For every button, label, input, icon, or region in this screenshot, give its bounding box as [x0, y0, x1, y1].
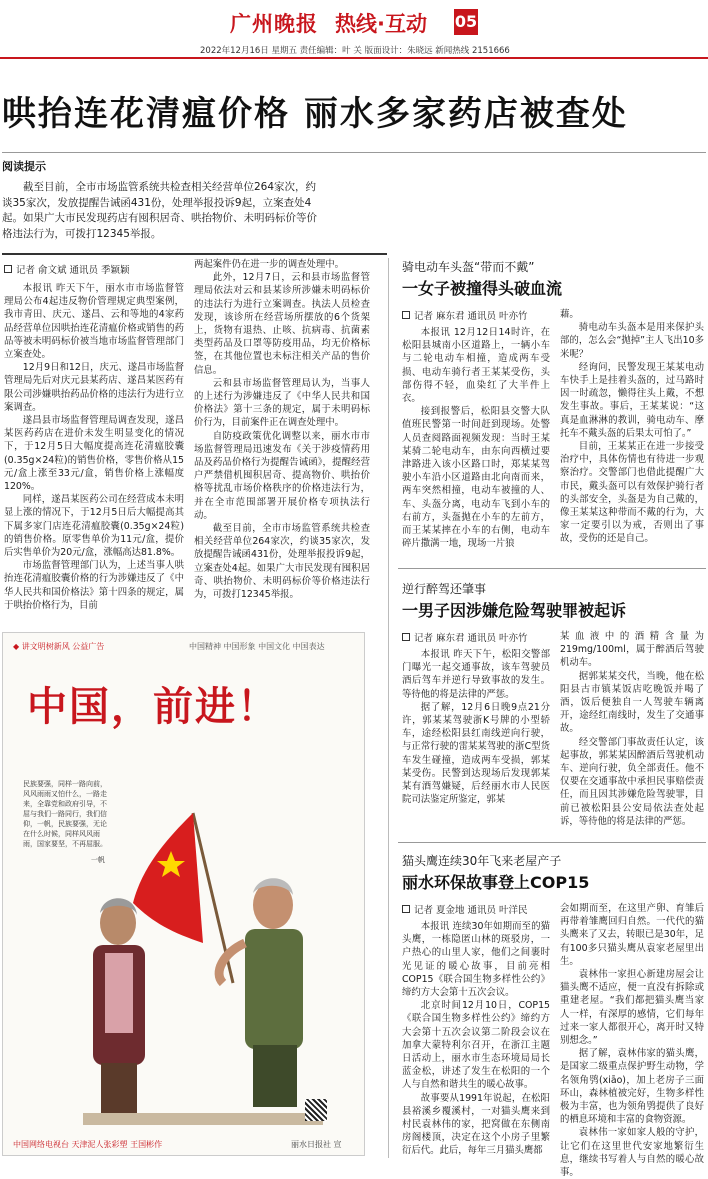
paragraph: 本报讯 昨天下午，丽水市市场监督管理局公布4起违反物价管理规定典型案例，我市青田、庆元、遂昌、云和等地的4家药品经营单位因哄抬连花清瘟价格或销售的药品等被未明码标价被当地市场监督管理部门立案查处。 [4, 283, 184, 361]
section-rule [398, 568, 706, 569]
paragraph: 北京时间12月10日，COP15《联合国生物多样性公约》缔约方大会第十五次会议第二阶段会议在加拿大蒙特利尔召开，在浙江主题日活动上，丽水市生态环境局局长蓝金松，讲述了发生在松阳的一个人与自然和谐共生的暖心故事。 [402, 1000, 550, 1091]
headline-rule [2, 152, 706, 153]
page-number: 05 [454, 9, 478, 35]
public-service-ad [2, 632, 365, 1156]
art1-column-1 [4, 282, 184, 622]
lead-summary: 截至目前，全市市场监管系统共检查相关经营单位264家次，约谈35家次，发放提醒告诫函431份，处理举报投诉9起，立案查处4起。如果广大市民发现药店有囤积居奇、哄抬物价、未明码标价等价格违法行为，可拨打12345举报。 [2, 181, 317, 240]
section-title: 热线·互动 [335, 12, 427, 36]
art2-column-1 [402, 326, 550, 562]
square-icon [4, 265, 12, 273]
paragraph: 本报讯 昨天下午，松阳交警部门曝光一起交通事故，该车驾驶员酒后驾车并逆行导致事故的发生。等待他的将是法律的严惩。 [402, 649, 550, 700]
art4-byline: 记者 夏金地 通讯员 叶洋民 [402, 902, 528, 916]
paragraph: 据了解，12月6日晚9点21分许，郭某某驾驶浙K号牌的小型轿车，途经松阳县红南线逆向行驶，与正常行驶的雷某某驾驶的浙C型货车发生碰撞，造成两车受损，郭某某受伤。民警到达现场后发现郭某某有酒驾嫌疑，后经丽水市人民医院司法鉴定所鉴定，郭某 [402, 701, 550, 806]
masthead-divider [0, 57, 708, 59]
column-divider [388, 258, 389, 1158]
paragraph: 同样，遂昌某医药公司在经营成本未明显上涨的情况下，于12月5日后大幅提高其下属多家门店连花清瘟胶囊(0.35g×24粒)的销售价格。原零售单价为11元/盒，提价后实售单价为20元/盒，涨幅高达81.8%。 [4, 494, 184, 559]
paragraph: 市场监督管理部门认为，上述当事人哄抬连花清瘟胶囊价格的行为涉嫌违反了《中华人民共和国价格法》第十四条的规定，属于哄抬价格行为，目前 [4, 560, 184, 611]
paragraph: 云和县市场监督管理局认为，当事人的上述行为涉嫌违反了《中华人民共和国价格法》第十三条的规定，属于未明码标价行为，目前案件正在调查处理中。 [194, 377, 370, 429]
qr-code [305, 1099, 327, 1121]
art2-byline: 记者 麻东君 通讯员 叶亦竹 [402, 308, 528, 322]
square-icon [402, 633, 410, 641]
paragraph: 两起案件仍在进一步的调查处理中。 [194, 259, 345, 270]
newspaper-brand: 广州晚报 [230, 11, 318, 36]
paragraph: 本报讯 连续30年如期而至的猫头鹰，一栋隐匿山林的斑驳房，一户热心的山里人家，他们之间裹时光见证的暖心故事，目前亮相COP15《联合国生物多样性公约》缔约方大会第十五次会议。 [402, 921, 550, 999]
art4-column-2 [560, 902, 704, 1179]
paragraph: 此外，12月7日，云和县市场监督管理局依法对云和县某诊所涉嫌未明码标价的违法行为进行立案调查。执法人员检查发现，该诊所在经营场所摆放的6个货架上，货物有退热、止咳、抗病毒、抗菌素类型药品及口罩等防疫用品，均无价格标签，在其他位置也未标注相关产品的售价信息。 [194, 272, 370, 376]
paragraph: 12月9日和12日，庆元、遂昌市场监督管理局先后对庆元县某药店、遂昌某医药有限公司涉嫌哄抬药品价格的违法行为进行立案调查。 [4, 362, 184, 413]
paragraph: 据了解，袁林伟家的猫头鹰，是国家二级重点保护野生动物，学名领角鸮(xiāo)，加上老房子三面环山，森林植被完好，生物多样性极为丰富，也为领角鸮提供了良好的栖息环境和丰富的食物资源。 [560, 1048, 704, 1126]
lead-rule [2, 253, 387, 255]
art3-column-1 [402, 648, 550, 838]
art1-column-2 [194, 258, 370, 622]
paragraph: 某血液中的酒精含量为219mg/100ml，属于醉酒后驾驶机动车。 [560, 631, 704, 669]
lead-label: 阅读提示 [2, 160, 46, 173]
paragraph: 经询问，民警发现王某某电动车快手上是挂着头盔的，过马路时因一时疏忽，懒得往头上戴，不想发生事故。事后，王某某说：“这真是血淋淋的教训，骑电动车、摩托车不戴头盔的后果太可怕了。” [560, 361, 704, 439]
clay-figures-illustration [63, 773, 363, 1133]
art2-kicker: 骑电动车头盔“带而不戴” [402, 260, 535, 274]
paragraph: 目前，王某某正在进一步接受治疗中，具体伤情也有待进一步观察治疗。交警部门也借此提醒广大市民，戴头盔可以有效保护骑行者的头部安全，头盔是为自己戴的，像王某某这种带而不戴的行为，大家一定要引以为戒，否则出了事故，受伤的还是自己。 [560, 441, 704, 545]
main-headline: 哄抬连花清瘟价格 丽水多家药店被查处 [2, 94, 628, 134]
ad-slogan: ◆ 讲文明树新风 公益广告 [13, 642, 105, 651]
paragraph: 经交警部门事故责任认定，该起事故，郭某某因醉酒后驾驶机动车、逆向行驶，负全部责任。他不仅要在交通事故中承担民事赔偿责任，而且因其涉嫌危险驾驶罪，目前已被松阳县公安局依法查处起诉，等待他的将是法律的严惩。 [560, 736, 704, 827]
ad-poem: 民族要强，同样一路向前，风风雨雨又怕什么，一路走来，全靠党和政府引导，不屈与我们一路同行，我们信仰，一帆，民族要强，无论在什么时候，同样风风雨雨，国家要坚，不再屈服。 [23, 780, 107, 848]
square-icon [402, 311, 410, 319]
art3-column-2 [560, 630, 704, 838]
paragraph: 据郭某某交代，当晚，他在松阳县古市镇某饭店吃晚饭并喝了酒，饭后便独自一人驾驶车辆离开，途经红南线时，发生了交通事故。 [560, 670, 704, 735]
masthead [0, 0, 708, 58]
paragraph: 接到报警后，松阳县交警大队值班民警第一时间赶到现场。处警人员查阅路面视频发现：当时王某某骑二轮电动车，由东向西横过要津路进入该小区路口时，郑某某驾驶小车沿小区道路由北向南而来，两车突然相撞，电动车被撞的人、车、头盔分离，电动车飞到小车的右前方，头盔抛在小车的左前方，而王某某摔在小车的右侧，电动车碎片撒满一地，现场一片狼 [402, 406, 550, 550]
ad-publisher: 丽水日报社 宣 [291, 1140, 342, 1149]
paragraph: 遂昌县市场监督管理局调查发现，遂昌某医药药店在进价未发生明显变化的情况下，于12月5日大幅度提高连花清瘟胶囊(0.35g×24粒)的销售价格，零售价格从15元/盒上涨至33元/盒，销售价格上涨幅度120%。 [4, 415, 184, 493]
art2-title: 一女子被撞得头破血流 [402, 279, 563, 298]
paragraph: 藉。 [560, 309, 579, 320]
paragraph: 截至目前，全市市场监管系统共检查相关经营单位264家次，约谈35家次，发放提醒告诫函431份，处理举报投诉9起，立案查处4起。如果广大市民发现有囤积居奇、哄抬物价、未明码标价等价格违法行为，可拨打12345举报。 [194, 523, 370, 601]
art4-kicker: 猫头鹰连续30年飞来老屋产子 [402, 854, 562, 868]
art3-kicker: 逆行醉驾还肇事 [402, 582, 487, 596]
paragraph: 会如期而至，在这里产卵、育雏后再带着雏鹰回归自然。一代代的猫头鹰来了又去，转眼已是30年，足有100多只猫头鹰从袁家老屋里出生。 [560, 903, 704, 967]
paragraph: 骑电动车头盔本是用来保护头部的，怎么会“抛掉”主人飞出10多米呢？ [560, 322, 704, 360]
ad-themes: 中国精神 中国形象 中国文化 中国表达 [189, 642, 325, 651]
paragraph: 袁林伟一家如家人般的守护，让它们在这里世代安家地繁衍生息，继续书写着人与自然的暖心故事。 [560, 1127, 704, 1179]
art3-title: 一男子因涉嫌危险驾驶罪被起诉 [402, 601, 627, 620]
section-rule [398, 842, 706, 843]
square-icon [402, 905, 410, 913]
art4-title: 丽水环保故事登上COP15 [402, 873, 590, 892]
ad-credits: 中国网络电视台 天津泥人张彩塑 王国彬作 [13, 1140, 163, 1149]
paragraph: 袁林伟一家担心新建房屋会让猫头鹰不适应，便一直没有拆除或重建老屋。“我们都把猫头鹰当家人一样，有深厚的感情，它们每年过来一家人都很开心，离开时又特别想念。” [560, 969, 704, 1047]
paragraph: 故事要从1991年说起，在松阳县裕溪乡覆溪村，一对猫头鹰来到村民袁林伟的家，把窝做在东侧南房阁楼顶，决定在这个小房子里繁衍后代。此后，每年三月猫头鹰都 [402, 1092, 550, 1157]
ad-signature: 一帆 [91, 856, 105, 864]
paragraph: 自防疫政策优化调整以来，丽水市市场监督管理局迅速发布《关于涉疫情药用品及药品价格行为提醒告诫函》，提醒经营户严禁借机囤积居奇、提高物价、哄抬价格等扰乱市场价格秩序的价格违法行为，并在全市范围部署开展价格专项执法行动。 [194, 430, 370, 521]
ad-title: 中国，前进！ [27, 683, 279, 730]
art4-column-1 [402, 920, 550, 1158]
date-editor-info: 2022年12月16日 星期五 责任编辑：叶 关 版面设计：朱晓远 新闻热线 2151666 [200, 46, 510, 56]
art2-column-2 [560, 308, 704, 562]
paragraph: 本报讯 12月12日14时许，在松阳县城南小区道路上，一辆小车与二轮电动车相撞，造成两车受损、电动车骑行者王某某受伤，头部伤得不轻，血染红了大半件上衣。 [402, 327, 550, 405]
art1-byline: 记者 俞文斌 通讯员 季颖颖 [4, 262, 130, 276]
art3-byline: 记者 麻东君 通讯员 叶亦竹 [402, 630, 528, 644]
